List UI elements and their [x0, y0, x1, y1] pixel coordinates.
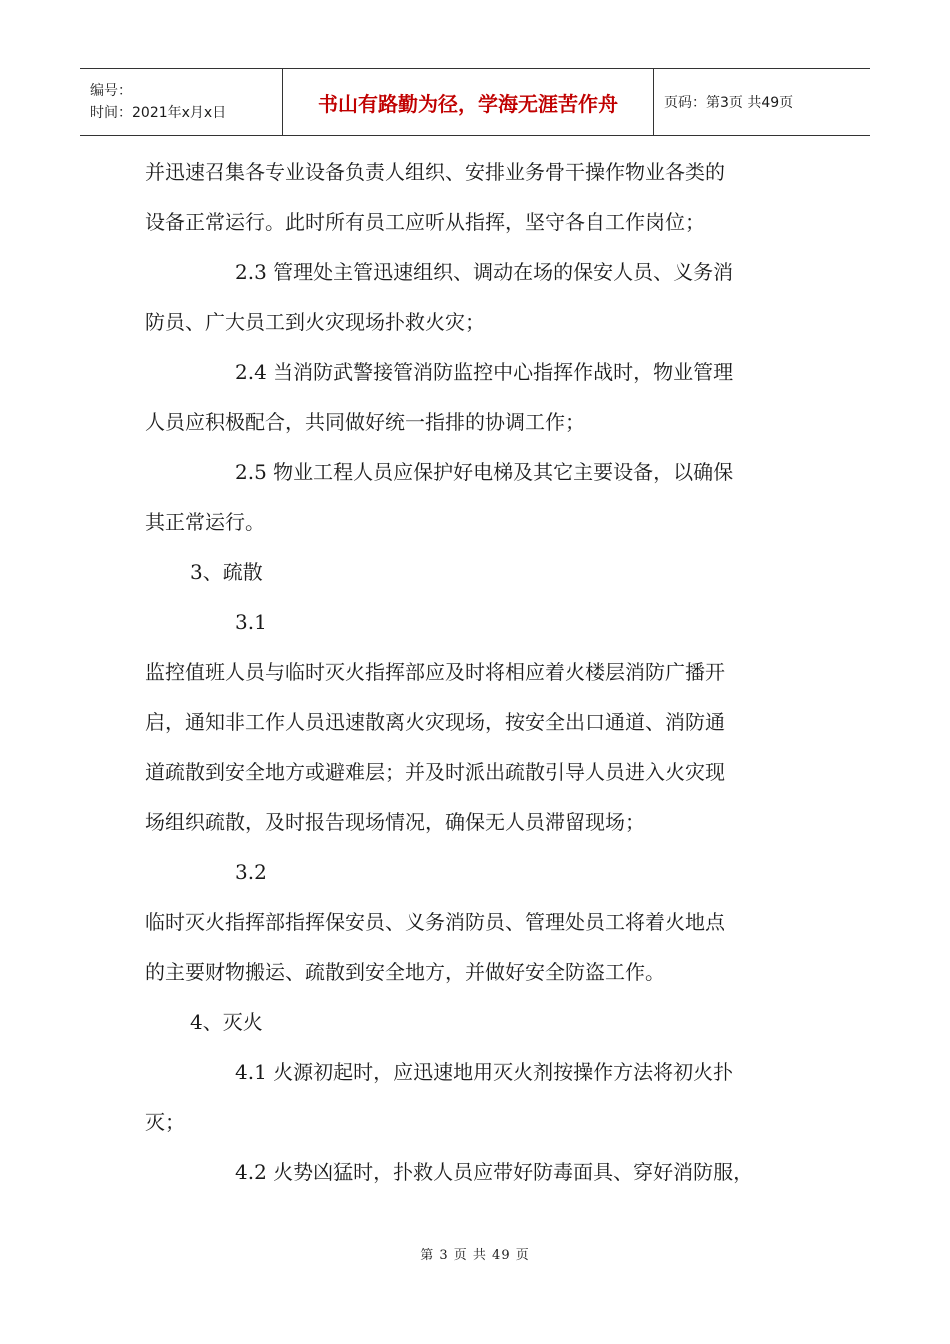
body-line: 启，通知非工作人员迅速散离火灾现场，按安全出口通道、消防通 [145, 710, 725, 734]
body-line: 人员应积极配合，共同做好统一指排的协调工作； [145, 410, 585, 434]
document-date: 时间：2021年x月x日 [90, 105, 227, 121]
body-line: 并迅速召集各专业设备负责人组织、安排业务骨干操作物业各类的 [145, 160, 725, 184]
header-motto-cell [282, 69, 654, 135]
header-meta [80, 69, 282, 135]
body-line: 监控值班人员与临时灭火指挥部应及时将相应着火楼层消防广播开 [145, 660, 725, 684]
body-line: 临时灭火指挥部指挥保安员、义务消防员、管理处员工将着火地点 [145, 910, 725, 934]
section-heading: 4、灭火 [190, 1010, 263, 1034]
header-page-info: 页码：第3页 共49页 [664, 95, 794, 111]
header-page-cell [654, 69, 870, 135]
body-line: 2.5 物业工程人员应保护好电梯及其它主要设备，以确保 [235, 460, 734, 484]
body-line: 场组织疏散，及时报告现场情况，确保无人员滞留现场； [145, 810, 645, 834]
body-line: 4.2 火势凶猛时，扑救人员应带好防毒面具、穿好消防服， [235, 1160, 754, 1184]
body-line: 2.4 当消防武警接管消防监控中心指挥作战时，物业管理 [235, 360, 734, 384]
body-line: 防员、广大员工到火灾现场扑救火灾； [145, 310, 485, 334]
page-footer: 第 3 页 共 49 页 [420, 1248, 530, 1263]
subsection-number: 3.2 [235, 860, 267, 884]
body-line: 道疏散到安全地方或避难层；并及时派出疏散引导人员进入火灾现 [145, 760, 725, 784]
body-line: 其正常运行。 [145, 510, 265, 534]
body-line: 2.3 管理处主管迅速组织、调动在场的保安人员、义务消 [235, 260, 734, 284]
subsection-number: 3.1 [235, 610, 267, 634]
section-heading: 3、疏散 [190, 560, 263, 584]
body-line: 的主要财物搬运、疏散到安全地方，并做好安全防盗工作。 [145, 960, 665, 984]
header-motto: 书山有路勤为径，学海无涯苦作舟 [318, 91, 618, 116]
body-line: 4.1 火源初起时，应迅速地用灭火剂按操作方法将初火扑 [235, 1060, 734, 1084]
document-header [80, 68, 870, 136]
body-line: 灭； [145, 1110, 185, 1134]
body-line: 设备正常运行。此时所有员工应听从指挥，坚守各自工作岗位； [145, 210, 705, 234]
document-number-label: 编号： [90, 83, 132, 99]
document-body [145, 160, 805, 1210]
